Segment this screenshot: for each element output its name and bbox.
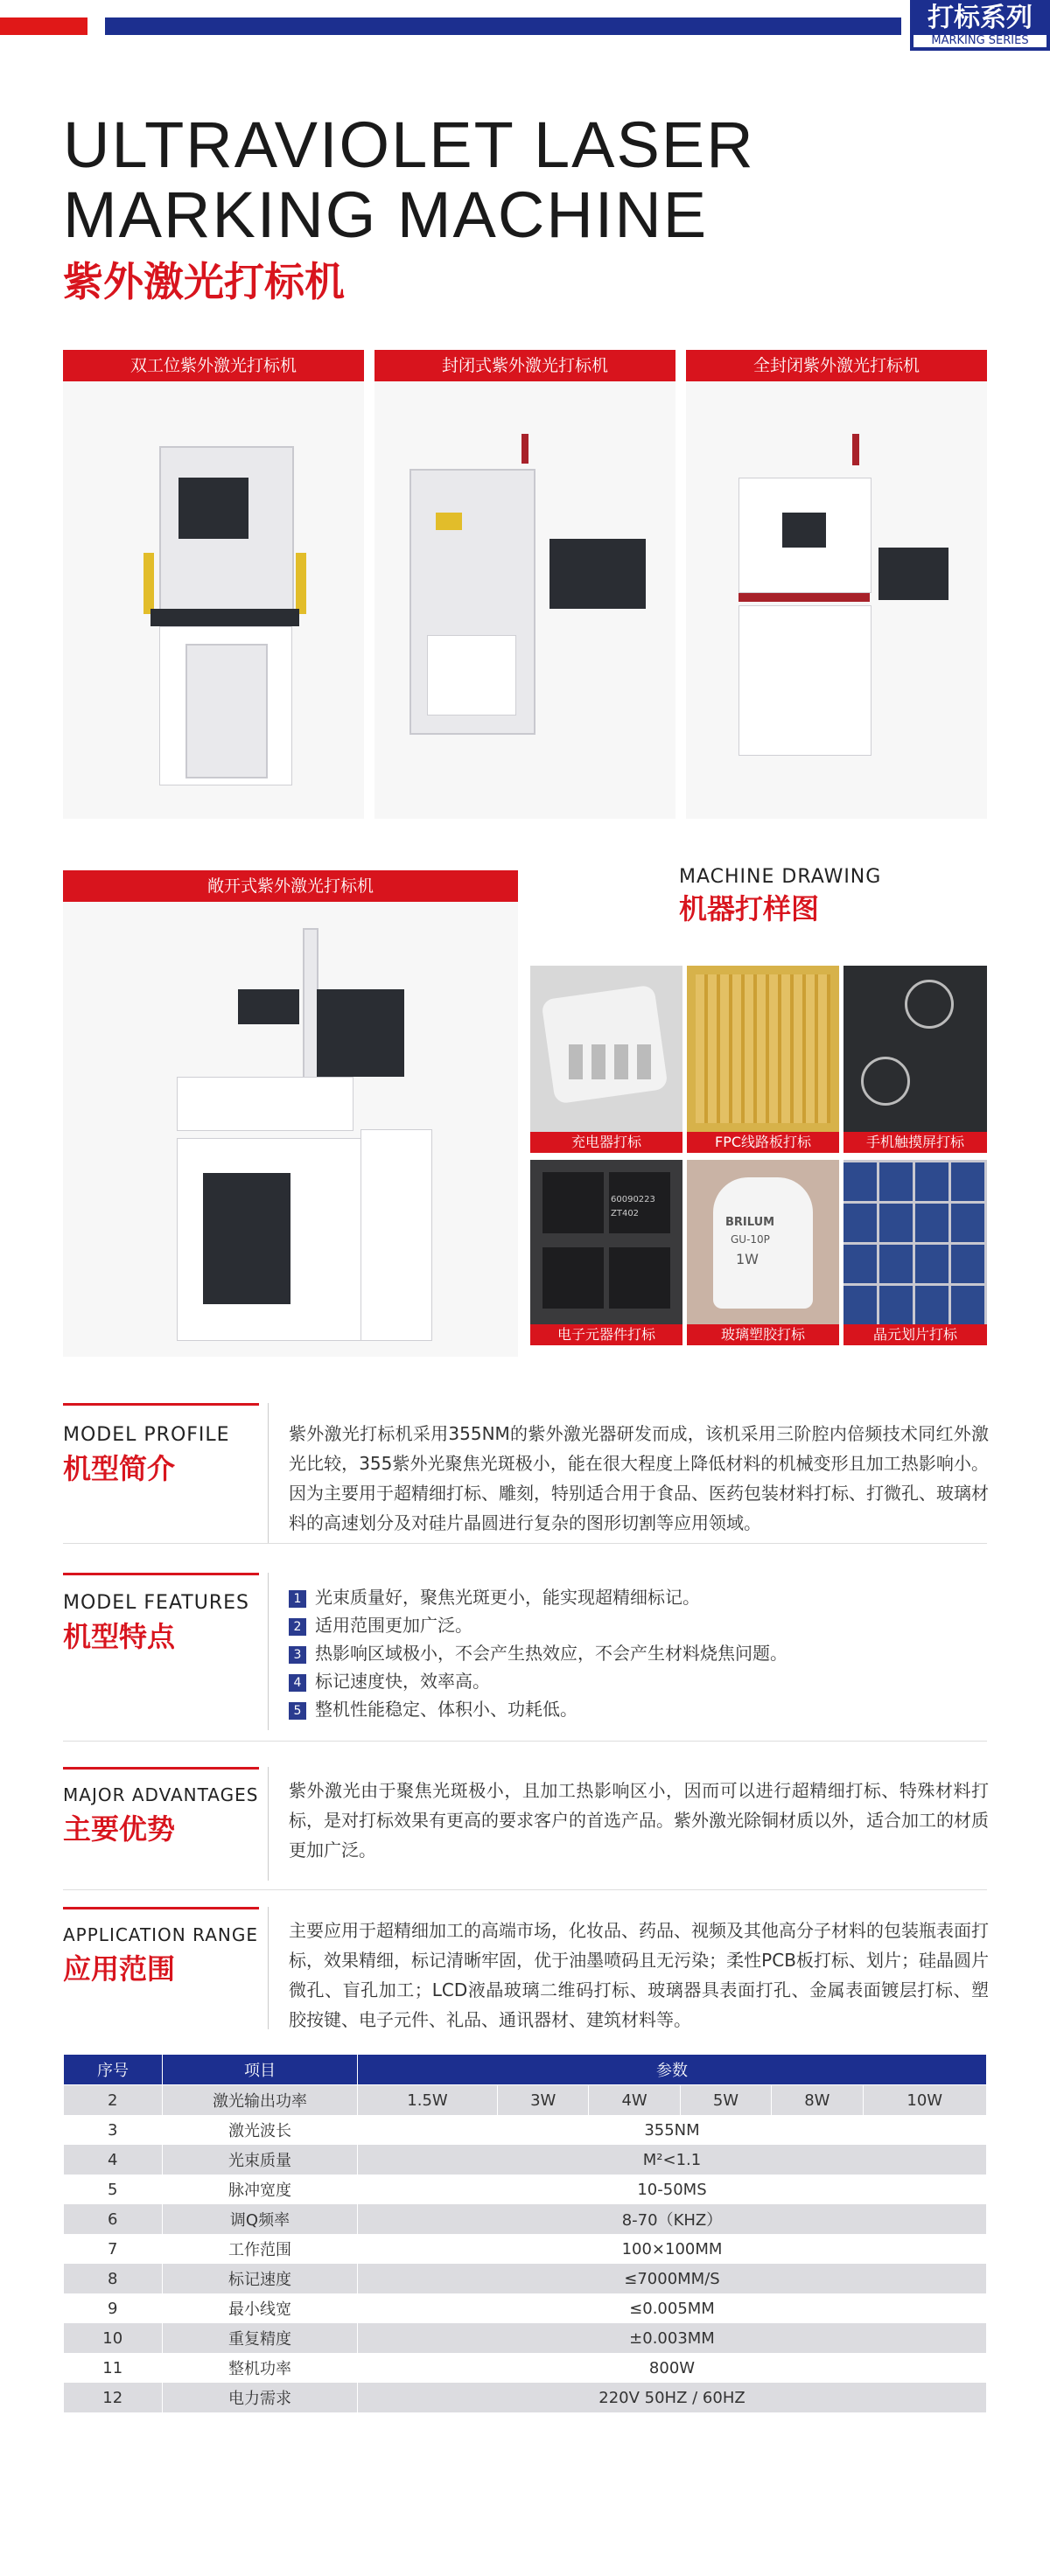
- table-row: [64, 2204, 987, 2234]
- profile-title-en: MODEL PROFILE: [63, 1424, 230, 1446]
- advantages-text: 紫外激光由于聚焦光斑极小，且加工热影响区小，因而可以进行超精细打标、特殊材料打标，是对打标效果有更高的要求客户的首选产品。紫外激光除铜材质以外，适合加工的材质更加广泛。: [289, 1780, 989, 1860]
- table-row: [64, 2175, 987, 2204]
- row-item: 整机功率: [163, 2353, 358, 2383]
- col-header-item: 项目: [163, 2055, 358, 2085]
- row-value: M²<1.1: [358, 2145, 987, 2175]
- power-option: 5W: [680, 2085, 771, 2116]
- sample-caption-4: 电子元器件打标: [530, 1324, 682, 1345]
- row-no: 7: [64, 2234, 163, 2264]
- table-header-row: [64, 2055, 987, 2085]
- row-value: 8-70（KHZ）: [358, 2204, 987, 2234]
- feature-text: 热影响区域极小，不会产生热效应，不会产生材料烧焦问题。: [315, 1643, 788, 1664]
- row-no: 8: [64, 2264, 163, 2293]
- bulb-power-label: 1W: [736, 1251, 759, 1267]
- bulb-brand-label: BRILUM: [725, 1216, 775, 1229]
- power-option: 1.5W: [358, 2085, 498, 2116]
- row-no: 9: [64, 2293, 163, 2323]
- product-image-2: [374, 381, 676, 819]
- row-item: 工作范围: [163, 2234, 358, 2264]
- product-label-4: 敞开式紫外激光打标机: [63, 870, 518, 902]
- spec-table: [63, 2054, 987, 2412]
- row-value: ±0.003MM: [358, 2323, 987, 2353]
- feature-number: 1: [289, 1590, 306, 1608]
- page-title-cn: 紫外激光打标机: [63, 258, 345, 305]
- feature-text: 适用范围更加广泛。: [315, 1615, 472, 1636]
- row-item: 激光输出功率: [163, 2085, 358, 2116]
- section-divider: [63, 1889, 987, 1890]
- row-item: 最小线宽: [163, 2293, 358, 2323]
- table-row: [64, 2264, 987, 2293]
- table-row: [64, 2383, 987, 2412]
- table-row: [64, 2293, 987, 2323]
- header-red-bar: [0, 17, 88, 35]
- profile-vline: [268, 1403, 269, 1543]
- profile-title-cn: 机型简介: [63, 1452, 176, 1485]
- features-title-cn: 机型特点: [63, 1620, 176, 1653]
- table-row: [64, 2145, 987, 2175]
- application-title-cn: 应用范围: [63, 1952, 176, 1986]
- col-header-no: 序号: [64, 2055, 163, 2085]
- feature-item: [289, 1639, 788, 1667]
- header-blue-bar: [105, 17, 901, 35]
- application-text: 主要应用于超精细加工的高端市场，化妆品、药品、视频及其他高分子材料的包装瓶表面打标，效果精细，标记清晰牢固，优于油墨喷码且无污染；柔性PCB板打标、划片；硅晶圆片微孔、盲孔加工；LCD液晶玻璃二维码打标、玻璃器具表面打孔、金属表面镀层打标、塑胶按键、电子元件、礼品、通讯器材、建筑材料等。: [289, 1920, 989, 2030]
- chip-code-label: 60090223: [611, 1195, 655, 1204]
- advantages-vline: [268, 1767, 269, 1881]
- sample-image-components: [530, 1160, 682, 1324]
- sample-image-glass: [687, 1160, 839, 1324]
- power-option: 10W: [863, 2085, 987, 2116]
- table-row: [64, 2085, 987, 2116]
- feature-number: 3: [289, 1646, 306, 1664]
- sample-caption-1: 充电器打标: [530, 1132, 682, 1153]
- col-header-param: 参数: [358, 2055, 987, 2085]
- features-vline: [268, 1573, 269, 1730]
- table-row: [64, 2234, 987, 2264]
- row-item: 重复精度: [163, 2323, 358, 2353]
- feature-text: 光束质量好，聚焦光斑更小，能实现超精细标记。: [315, 1587, 700, 1608]
- sample-image-wafer: [844, 1160, 987, 1324]
- row-value: 355NM: [358, 2115, 987, 2145]
- row-item: 电力需求: [163, 2383, 358, 2412]
- table-row: [64, 2115, 987, 2145]
- row-no: 5: [64, 2175, 163, 2204]
- application-title-en: APPLICATION RANGE: [63, 1924, 258, 1945]
- row-no: 3: [64, 2115, 163, 2145]
- drawing-title-cn: 机器打样图: [679, 892, 820, 925]
- feature-number: 4: [289, 1674, 306, 1692]
- sample-caption-3: 手机触摸屏打标: [844, 1132, 987, 1153]
- features-title-en: MODEL FEATURES: [63, 1592, 249, 1614]
- advantages-title-cn: 主要优势: [63, 1812, 176, 1846]
- power-option: 3W: [498, 2085, 589, 2116]
- product-label-2: 封闭式紫外激光打标机: [374, 350, 676, 381]
- sample-image-charger: [530, 966, 682, 1132]
- title-line-2: MARKING MACHINE: [63, 178, 709, 251]
- bulb-model-label: GU-10P: [731, 1233, 770, 1246]
- power-option: 8W: [772, 2085, 863, 2116]
- row-item: 激光波长: [163, 2115, 358, 2145]
- row-value: ≤7000MM/S: [358, 2264, 987, 2293]
- row-value: 800W: [358, 2353, 987, 2383]
- series-en: MARKING SERIES: [914, 35, 1046, 47]
- feature-text: 标记速度快，效率高。: [315, 1671, 490, 1692]
- section-divider: [63, 1543, 987, 1544]
- row-no: 2: [64, 2085, 163, 2116]
- feature-item: [289, 1611, 788, 1639]
- row-value: 100×100MM: [358, 2234, 987, 2264]
- sample-image-fpc: [687, 966, 839, 1132]
- row-item: 光束质量: [163, 2145, 358, 2175]
- section-divider: [63, 1741, 987, 1742]
- sample-caption-5: 玻璃塑胶打标: [687, 1324, 839, 1345]
- application-divider: [63, 1907, 259, 1909]
- feature-number: 5: [289, 1702, 306, 1720]
- row-no: 10: [64, 2323, 163, 2353]
- sample-caption-6: 晶元划片打标: [844, 1324, 987, 1345]
- advantages-divider: [63, 1767, 259, 1770]
- application-vline: [268, 1907, 269, 2029]
- feature-list: [289, 1583, 788, 1723]
- product-image-4: [63, 902, 518, 1357]
- feature-item: [289, 1695, 788, 1723]
- product-label-3: 全封闭紫外激光打标机: [686, 350, 987, 381]
- table-row: [64, 2353, 987, 2383]
- row-no: 4: [64, 2145, 163, 2175]
- feature-item: [289, 1583, 788, 1611]
- feature-item: [289, 1667, 788, 1695]
- row-item: 调Q频率: [163, 2204, 358, 2234]
- row-value: ≤0.005MM: [358, 2293, 987, 2323]
- feature-number: 2: [289, 1618, 306, 1636]
- feature-text: 整机性能稳定、体积小、功耗低。: [315, 1699, 578, 1720]
- sample-caption-2: FPC线路板打标: [687, 1132, 839, 1153]
- title-line-1: ULTRAVIOLET LASER: [63, 108, 755, 181]
- row-no: 6: [64, 2204, 163, 2234]
- drawing-title-en: MACHINE DRAWING: [679, 866, 882, 888]
- advantages-title-en: MAJOR ADVANTAGES: [63, 1784, 259, 1805]
- table-row: [64, 2323, 987, 2353]
- row-item: 脉冲宽度: [163, 2175, 358, 2204]
- row-value: 10-50MS: [358, 2175, 987, 2204]
- product-image-3: [686, 381, 987, 819]
- row-value: 220V 50HZ / 60HZ: [358, 2383, 987, 2412]
- series-badge: [910, 0, 1050, 51]
- chip-code-label-2: ZT402: [611, 1209, 640, 1218]
- features-divider: [63, 1573, 259, 1575]
- row-no: 11: [64, 2353, 163, 2383]
- product-image-1: [63, 381, 364, 819]
- product-label-1: 双工位紫外激光打标机: [63, 350, 364, 381]
- sample-image-touchscreen: [844, 966, 987, 1132]
- profile-text: 紫外激光打标机采用355NM的紫外激光器研发而成，该机采用三阶腔内倍频技术同红外激光比较，355紫外光聚焦光斑极小，能在很大程度上降低材料的机械变形且加工热影响小。因为主要用于超精细打标、雕刻，特别适合用于食品、医药包装材料打标、打微孔、玻璃材料的高速划分及对硅片晶圆进行复杂的图形切割等应用领域。: [289, 1423, 989, 1533]
- page-title-en: [63, 110, 755, 250]
- profile-divider: [63, 1403, 259, 1406]
- row-no: 12: [64, 2383, 163, 2412]
- series-cn: 打标系列: [928, 3, 1032, 33]
- power-option: 4W: [589, 2085, 680, 2116]
- row-item: 标记速度: [163, 2264, 358, 2293]
